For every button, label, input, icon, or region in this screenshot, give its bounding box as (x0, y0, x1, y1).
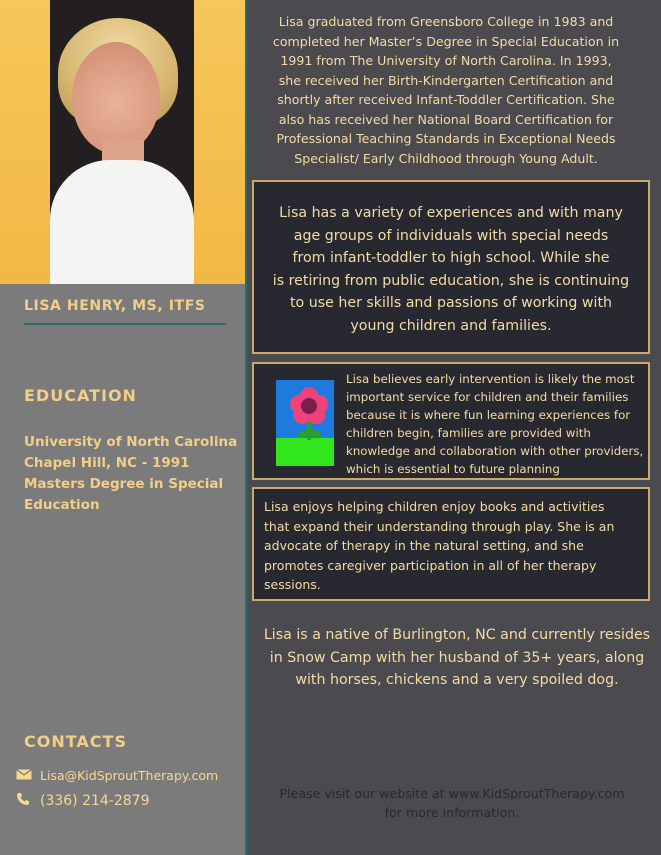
experience-box (252, 180, 650, 354)
intervention-line: Lisa believes early intervention is likely the most (346, 372, 635, 386)
bio-line: Specialist/ Early Childhood through Young Adult. (294, 150, 598, 166)
intervention-line: which is essential to future planning (346, 462, 560, 476)
experience-line: young children and families. (350, 317, 552, 334)
education-line: University of North Carolina (24, 434, 238, 450)
intervention-line: knowledge and collaboration with other providers, (346, 444, 644, 458)
education-heading: EDUCATION (24, 386, 137, 405)
native-line: with horses, chickens and a very spoiled dog. (295, 672, 619, 688)
photo-shirt (50, 160, 194, 284)
contact-email[interactable]: Lisa@KidSproutTherapy.com (40, 768, 219, 783)
play-line: sessions. (264, 577, 321, 592)
contacts-heading: CONTACTS (24, 732, 127, 751)
contact-email-row[interactable] (16, 768, 218, 783)
bio-line: Professional Teaching Standards in Exceptional Needs (276, 131, 616, 146)
bio-line: 1991 from The University of North Carolina. In 1993, (280, 53, 612, 68)
phone-icon (16, 792, 32, 810)
column-divider (245, 0, 247, 855)
profile-name: LISA HENRY, MS, ITFS (24, 298, 206, 314)
contact-phone[interactable]: (336) 214-2879 (40, 793, 150, 809)
footer-line: for more information. (384, 805, 520, 820)
bio-line: also has received her National Board Certification for (278, 111, 614, 127)
play-line: promotes caregiver participation in all of her therapy (264, 557, 597, 573)
intervention-line: important service for children and their families (346, 390, 629, 404)
play-line: advocate of therapy in the natural setting, and she (264, 538, 584, 553)
bio-line: shortly after received Infant-Toddler Certification. She (277, 92, 615, 107)
footer-line[interactable]: Please visit our website at www.KidSproutTherapy.com (279, 786, 625, 801)
play-line: that expand their understanding through play. She is an (264, 518, 615, 534)
flower-illustration (276, 380, 334, 466)
education-details (24, 432, 244, 516)
native-line: in Snow Camp with her husband of 35+ years, along (269, 649, 645, 666)
sidebar (0, 0, 245, 855)
bio-line: Lisa graduated from Greensboro College in 1983 and (278, 14, 614, 29)
photo-background (0, 0, 245, 284)
envelope-icon (16, 768, 32, 783)
experience-line: Lisa has a variety of experiences and with many (279, 205, 623, 221)
contact-phone-row[interactable] (16, 792, 150, 810)
native-line: Lisa is a native of Burlington, NC and currently resides (263, 627, 651, 643)
experience-line: age groups of individuals with special needs (293, 227, 609, 244)
experience-line: from infant-toddler to high school. While she (292, 250, 610, 266)
website-footer (262, 784, 642, 822)
early-intervention-box (252, 362, 650, 480)
experience-line: is retiring from public education, she is continuing (272, 272, 630, 289)
intervention-line: because it is where fun learning experiences for (346, 408, 631, 422)
education-line: Chapel Hill, NC - 1991 (24, 455, 190, 471)
native-paragraph (252, 624, 661, 692)
play-line: Lisa enjoys helping children enjoy books and activities (264, 499, 605, 514)
bio-line: completed her Master’s Degree in Special Education in (272, 33, 620, 49)
name-divider (24, 323, 226, 325)
education-line: Masters Degree in Special (24, 476, 224, 492)
bio-line: she received her Birth-Kindergarten Certification and (278, 72, 614, 88)
photo-face (72, 42, 160, 154)
play-therapy-box (252, 487, 650, 601)
bio-paragraph (256, 12, 636, 168)
education-line: Education (24, 497, 100, 513)
intervention-line: children begin, families are provided with (346, 426, 591, 440)
experience-line: to use her skills and passions of working with (289, 295, 613, 311)
profile-photo (50, 0, 194, 284)
early-intervention-text (346, 370, 646, 478)
